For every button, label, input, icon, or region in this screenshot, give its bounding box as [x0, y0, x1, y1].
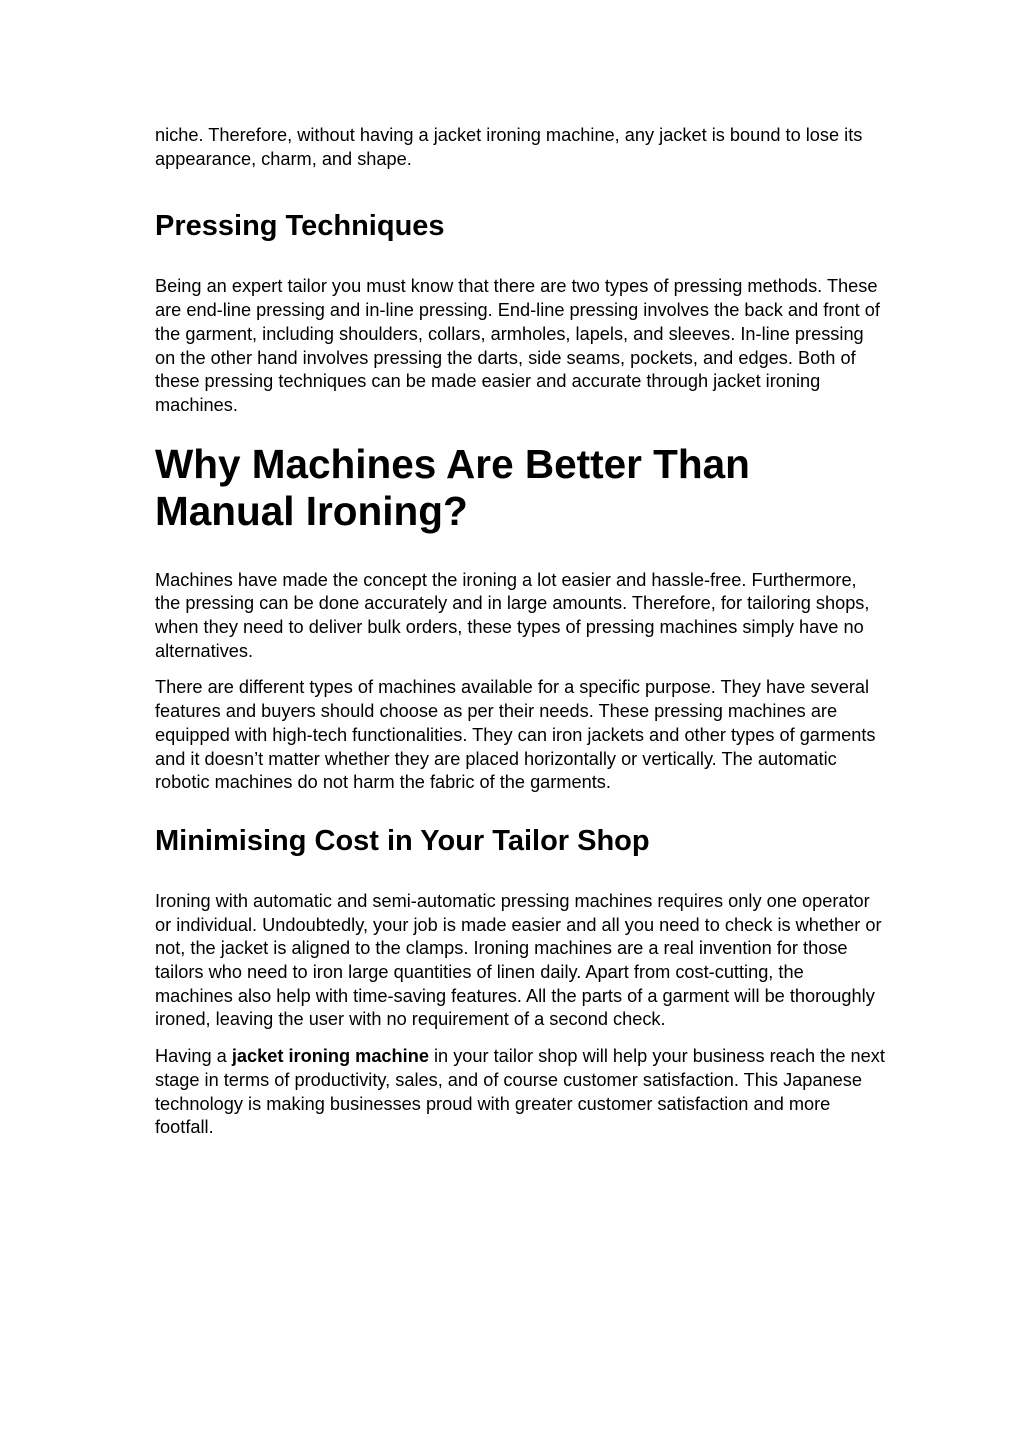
- bold-keyword-jacket-ironing-machine: jacket ironing machine: [231, 1046, 429, 1067]
- paragraph-text-end: in your tailor shop will help your business reach the next stage in terms of productivity, sales, and of course customer satisfaction. This Japanese technology is making businesses proud with greater customer satisfaction and more footfall.: [155, 1046, 885, 1138]
- minimising-cost-paragraph-1: Ironing with automatic and semi-automatic pressing machines requires only one operator or individual. Undoubtedly, your job is made easier and all you need to check is whether or not, the jacket is aligned to the clamps. Ironing machines are a real invention for those tailors who need to iron large quantities of linen daily. Apart from cost-cutting, the machines also help with time-saving features. All the parts of a garment will be thoroughly ironed, leaving the user with no requirement of a second check.: [155, 890, 882, 1030]
- paragraph-text-start: Having a: [155, 1046, 232, 1067]
- heading-pressing-techniques: Pressing Techniques: [155, 210, 445, 243]
- document-page: [155, 124, 885, 1140]
- why-machines-paragraph-1: Machines have made the concept the ironing a lot easier and hassle-free. Furthermore, the pressing can be done accurately and in large amounts. Therefore, for tailoring shops, when they need to deliver bulk orders, these types of pressing machines simply have no alternatives.: [155, 569, 870, 661]
- minimising-cost-paragraph-2: [155, 1045, 885, 1140]
- heading-minimising-cost: Minimising Cost in Your Tailor Shop: [155, 824, 650, 857]
- why-machines-paragraph-2: There are different types of machines available for a specific purpose. They have several features and buyers should choose as per their needs. These pressing machines are equipped with high-tech functionalities. They can iron jackets and other types of garments and it doesn’t matter whether they are placed horizontally or vertically. The automatic robotic machines do not harm the fabric of the garments.: [155, 677, 876, 793]
- pressing-techniques-paragraph: Being an expert tailor you must know that there are two types of pressing methods. These are end-line pressing and in-line pressing. End-line pressing involves the back and front of the garment, including shoulders, collars, armholes, lapels, and sleeves. In-line pressing on the other hand involves pressing the darts, side seams, pockets, and edges. Both of these pressing techniques can be made easier and accurate through jacket ironing machines.: [155, 276, 880, 415]
- heading-why-machines: Why Machines Are Better Than Manual Ironing?: [155, 440, 750, 534]
- intro-paragraph: niche. Therefore, without having a jacket ironing machine, any jacket is bound to lose its appearance, charm, and shape.: [155, 125, 863, 169]
